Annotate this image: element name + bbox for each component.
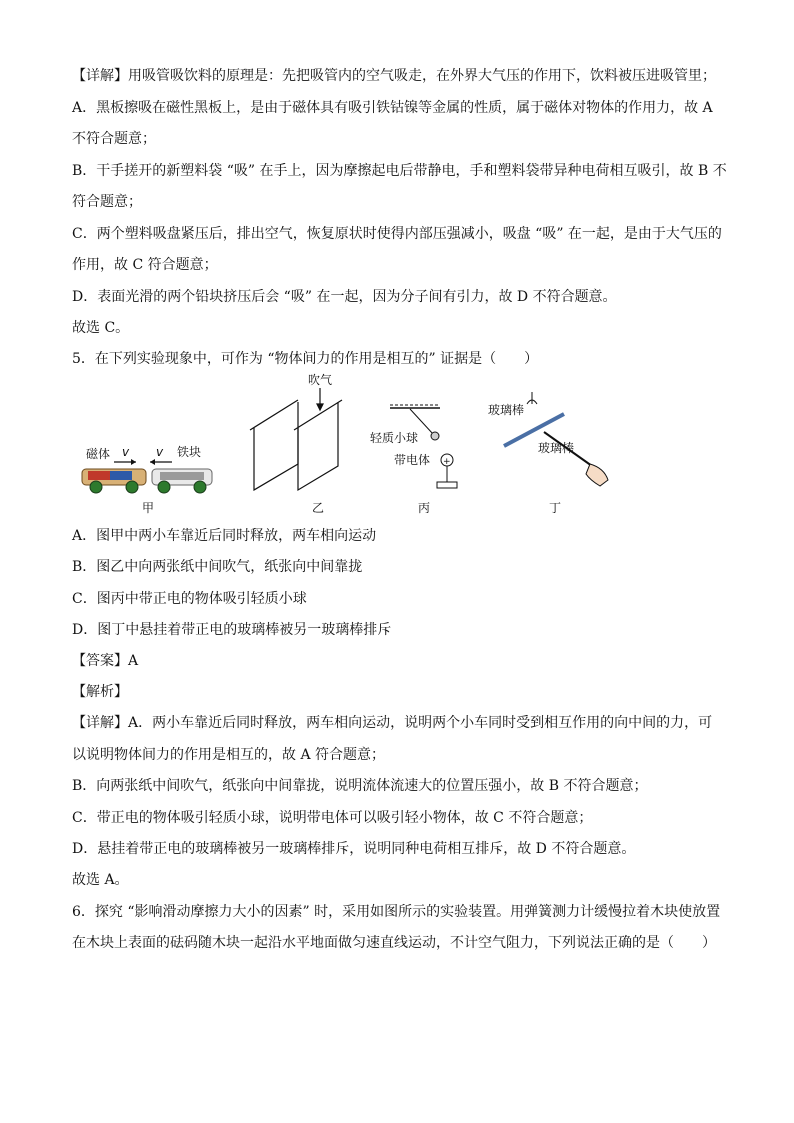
option-b: B．图乙中向两张纸中间吹气，纸张向中间靠拢 (72, 559, 363, 575)
figure-jia-carts (82, 444, 212, 515)
q5-detail-c: C．带正电的物体吸引轻质小球，说明带电体可以吸引轻小物体，故 C 不符合题意； (72, 810, 593, 826)
q5-choose-line: 故选 A。 (72, 872, 129, 888)
velocity-label-left: v (122, 445, 130, 459)
blow-label: 吹气 (308, 373, 333, 387)
q5-detail-line-1: 【详解】A．两小车靠近后同时释放，两车相向运动，说明两个小车同时受到相互作用的向中间的力，可 (72, 715, 713, 731)
figure-label-yi: 乙 (312, 501, 325, 515)
option-analysis-a-cont: 不符合题意； (72, 131, 156, 147)
figure-bing-ball (370, 405, 457, 515)
velocity-label-right: v (156, 445, 164, 459)
figure-label-jia: 甲 (142, 501, 155, 515)
question-5-stem: 5．在下列实验现象中，可作为 “物体间力的作用是相互的” 证据是（ ） (72, 351, 539, 367)
option-a: A．图甲中两小车靠近后同时释放，两车相向运动 (72, 528, 377, 544)
answer-line (72, 651, 728, 671)
light-ball-label: 轻质小球 (370, 431, 419, 445)
iron-label: 铁块 (177, 445, 202, 459)
question-6-stem-1: 6．探究 “影响滑动摩擦力大小的因素” 时，采用如图所示的实验装置。用弹簧测力计缓慢拉着木块使放置 (72, 904, 721, 920)
figure-yi-papers (250, 372, 342, 515)
answer-tag: 【答案】 (72, 653, 128, 669)
svg-text:+: + (443, 457, 451, 467)
option-analysis-a: A．黑板擦吸在磁性黑板上，是由于磁体具有吸引铁钴镍等金属的性质，属于磁体对物体的作用力，故 A (72, 100, 713, 116)
q5-detail-b: B．向两张纸中间吹气，纸张向中间靠拢，说明流体流速大的位置压强小，故 B 不符合题意； (72, 778, 648, 794)
q5-detail-d: D．悬挂着带正电的玻璃棒被另一玻璃棒排斥，说明同种电荷相互排斥，故 D 不符合题意。 (72, 841, 636, 857)
figure-label-bing: 丙 (418, 501, 431, 515)
option-analysis-c-cont: 作用，故 C 符合题意； (72, 257, 218, 273)
choose-line: 故选 C。 (72, 320, 130, 336)
option-c: C．图丙中带正电的物体吸引轻质小球 (72, 591, 307, 607)
option-analysis-b-cont: 符合题意； (72, 194, 142, 210)
magnet-label: 磁体 (86, 447, 111, 461)
glass-rod-label-2: 玻璃棒 (538, 441, 575, 455)
charged-body-label: 带电体 (394, 453, 431, 467)
option-analysis-c: C．两个塑料吸盘紧压后，排出空气，恢复原状时使得内部压强减小，吸盘 “吸” 在一起，是由于大气压的 (72, 226, 722, 242)
q5-detail-line-2: 以说明物体间力的作用是相互的，故 A 符合题意； (72, 747, 386, 763)
analysis-tag: 【解析】 (72, 684, 128, 700)
glass-rod-label-1: 玻璃棒 (488, 403, 525, 417)
option-analysis-d: D．表面光滑的两个铅块挤压后会 “吸” 在一起，因为分子间有引力，故 D 不符合题意。 (72, 289, 617, 305)
answer-value: A (128, 653, 139, 669)
figure-ding-rods (488, 392, 608, 515)
option-d: D．图丁中悬挂着带正电的玻璃棒被另一玻璃棒排斥 (72, 622, 392, 638)
question-6-stem-2: 在木块上表面的砝码随木块一起沿水平地面做匀速直线运动，不计空气阻力，下列说法正确的是（ ） (72, 935, 716, 951)
question-5-figure (72, 372, 728, 518)
option-analysis-b: B．干手搓开的新塑料袋 “吸” 在手上，因为摩擦起电后带静电，手和塑料袋带异种电荷相互吸引，故 B 不 (72, 163, 727, 179)
detail-line: 【详解】用吸管吸饮料的原理是：先把吸管内的空气吸走，在外界大气压的作用下，饮料被压进吸管里； (72, 68, 716, 84)
figure-label-ding: 丁 (549, 501, 562, 515)
